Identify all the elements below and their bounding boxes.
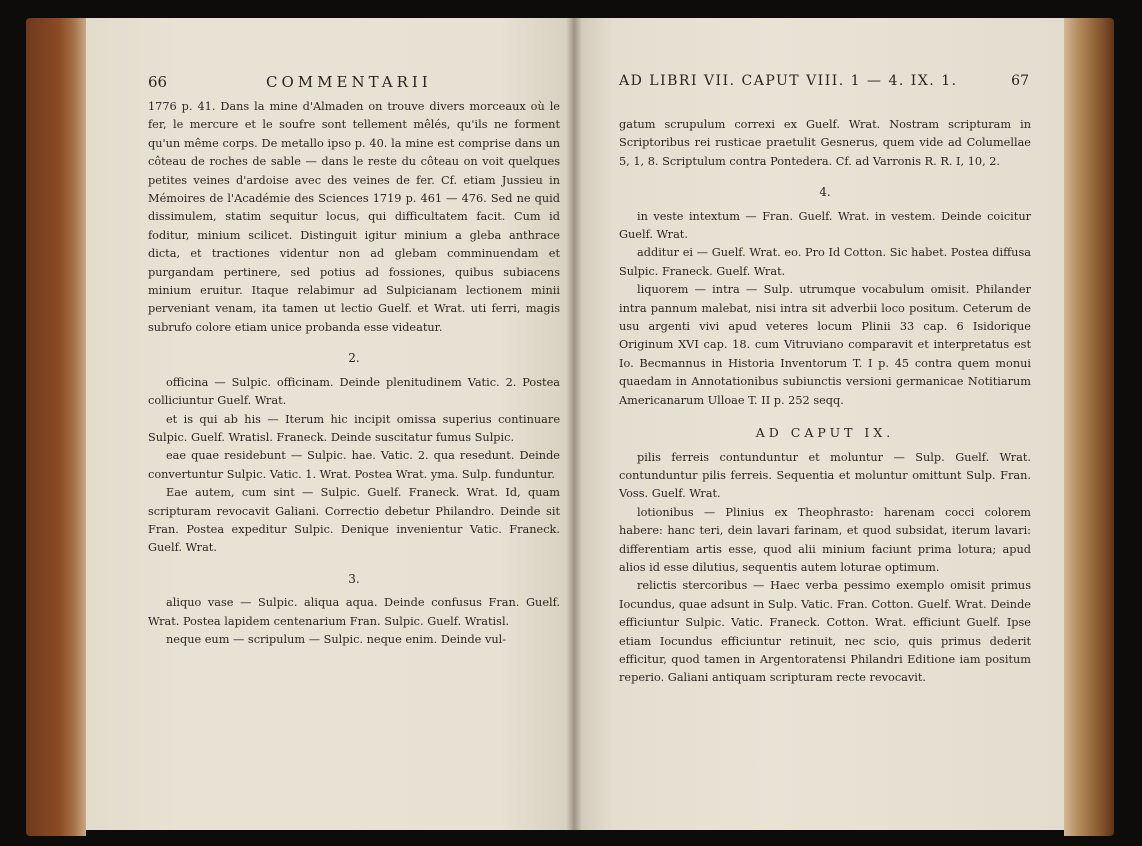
section-number: 4.: [819, 185, 831, 200]
paragraph: relictis stercoribus — Haec verba pessimo exemplo omisit primus Iocundus, quae adsunt in Sulp. Vatic. Fran. Cotton. Guelf. Wrat. Deinde efficiuntur Sulpic. Vatic. Franeck. Cotton. Wrat. efficiunt Guelf. Ipse etiam Iocundus efficiuntur retinuit, nec scio, quis primus dederit efficitur, quod tamen in Argentoratensi Philandri Editione iam positum reperio. Galiani antiquam scripturam recte revocavit.: [619, 579, 1031, 685]
right-page-text: [619, 116, 1031, 688]
left-running-head: COMMENTARII: [266, 73, 432, 91]
right-running-head: AD LIBRI VII. CAPUT VIII. 1 — 4. IX. 1.: [619, 73, 958, 89]
right-page-number: 67: [1011, 73, 1029, 89]
section-number: 2.: [348, 351, 360, 366]
left-page-text: [148, 98, 560, 649]
section-number: 3.: [348, 571, 360, 586]
left-page: [86, 18, 574, 830]
paragraph: officina — Sulpic. officinam. Deinde plenitudinem Vatic. 2. Postea colliciuntur Guelf. Wrat.: [148, 375, 560, 408]
paragraph: aliquo vase — Sulpic. aliqua aqua. Deinde confusus Fran. Guelf. Wrat. Postea lapidem centenarium Fran. Sulpic. Guelf. Wratisl.: [148, 596, 560, 628]
chapter-heading: AD CAPUT IX.: [755, 425, 895, 441]
book-edge-left: [26, 18, 86, 836]
right-page: [574, 18, 1064, 830]
paragraph: eae quae residebunt — Sulpic. hae. Vatic. 2. qua resedunt. Deinde convertuntur Sulpic. Vatic. 1. Wrat. Postea Wrat. yma. Sulp. funduntur.: [148, 449, 560, 481]
paragraph: et is qui ab his — Iterum hic incipit omissa superius continuare Sulpic. Guelf. Wratisl. Franeck. Deinde suscitatur fumus Sulpic.: [148, 412, 560, 444]
book-edge-right: [1064, 18, 1114, 836]
paragraph: gatum scrupulum correxi ex Guelf. Wrat. Nostram scripturam in Scriptoribus rei rusticae praetulit Gesnerus, quem vide ad Columellae 5, 1, 8. Scriptulum contra Pontedera. Cf. ad Varronis R. R. I, 10, 2.: [619, 118, 1031, 168]
paragraph: neque eum — scripulum — Sulpic. neque enim. Deinde vul-: [166, 632, 507, 646]
right-page-header: [619, 73, 1029, 89]
left-page-header: [148, 73, 568, 91]
paragraph: liquorem — intra — Sulp. utrumque vocabulum omisit. Philander intra pannum malebat, nisi intra sit adverbii loco positum. Ceterum de usu argenti vivi apud veteres locum Plinii 33 cap. 6 Isidorique Originum XVI cap. 18. cum Vitruviano comparavit et interpretatus est Io. Becmannus in Historia Inventorum T. I p. 45 contra quem monui quaedam in Annotationibus subiunctis versioni germanicae Notitiarum Americanarum Ulloae T. II p. 252 seqq.: [619, 283, 1031, 407]
paragraph: in veste intextum — Fran. Guelf. Wrat. in vestem. Deinde coicitur Guelf. Wrat.: [619, 209, 1031, 242]
paragraph: 1776 p. 41. Dans la mine d'Almaden on trouve divers morceaux où le fer, le mercure et le soufre sont tellement mêlés, qu'ils ne forment qu'un même corps. De metallo ipso p. 40. la mine est comprise dans un côteau de roches de sable — dans le reste du côteau on voit quelques petites veines d'ardoise avec des veines de fer. Cf. etiam Jussieu in Mémoires de l'Académie des Sciences 1719 p. 461 — 476. Sed ne quid dissimulem, statim sequitur locus, qui difficultatem facit. Cum id foditur, minium scilicet. Distinguit igitur minium a gleba anthrace dicta, et tractiones videntur non ad glebam comminuendam et purgandam pertinere, sed potius ad fossiones, quibus subiacens minium eruitur. Itaque relabimur ad Sulpicianam lectionem minii perveniant venam, ita tamen ut lectio Guelf. et Wrat. uti ferri, magis subrufo colore etiam unice probanda esse videatur.: [148, 100, 560, 334]
left-page-number: 66: [148, 73, 168, 91]
paragraph: lotionibus — Plinius ex Theophrasto: harenam cocci colorem habere: hanc teri, dein lavari farinam, et quod subsidat, iterum lavari: differentiam artis esse, quod alii minium faciunt prima lotura; apud alios id esse dilutius, sequentis autem loturae optimum.: [619, 505, 1031, 574]
paragraph: additur ei — Guelf. Wrat. eo. Pro Id Cotton. Sic habet. Postea diffusa Sulpic. Franeck. Guelf. Wrat.: [619, 246, 1031, 278]
paragraph: pilis ferreis contunduntur et moluntur — Sulp. Guelf. Wrat. contunduntur pilis ferreis. Sequentia et moluntur omittunt Sulp. Fran. Voss. Guelf. Wrat.: [619, 450, 1031, 501]
paragraph: Eae autem, cum sint — Sulpic. Guelf. Franeck. Wrat. Id, quam scripturam revocavit Galiani. Correctio debetur Philandro. Deinde sit Fran. Postea expeditur Sulpic. Denique invenientur Vatic. Franeck. Guelf. Wrat.: [148, 486, 560, 555]
book-gutter: [566, 18, 582, 830]
